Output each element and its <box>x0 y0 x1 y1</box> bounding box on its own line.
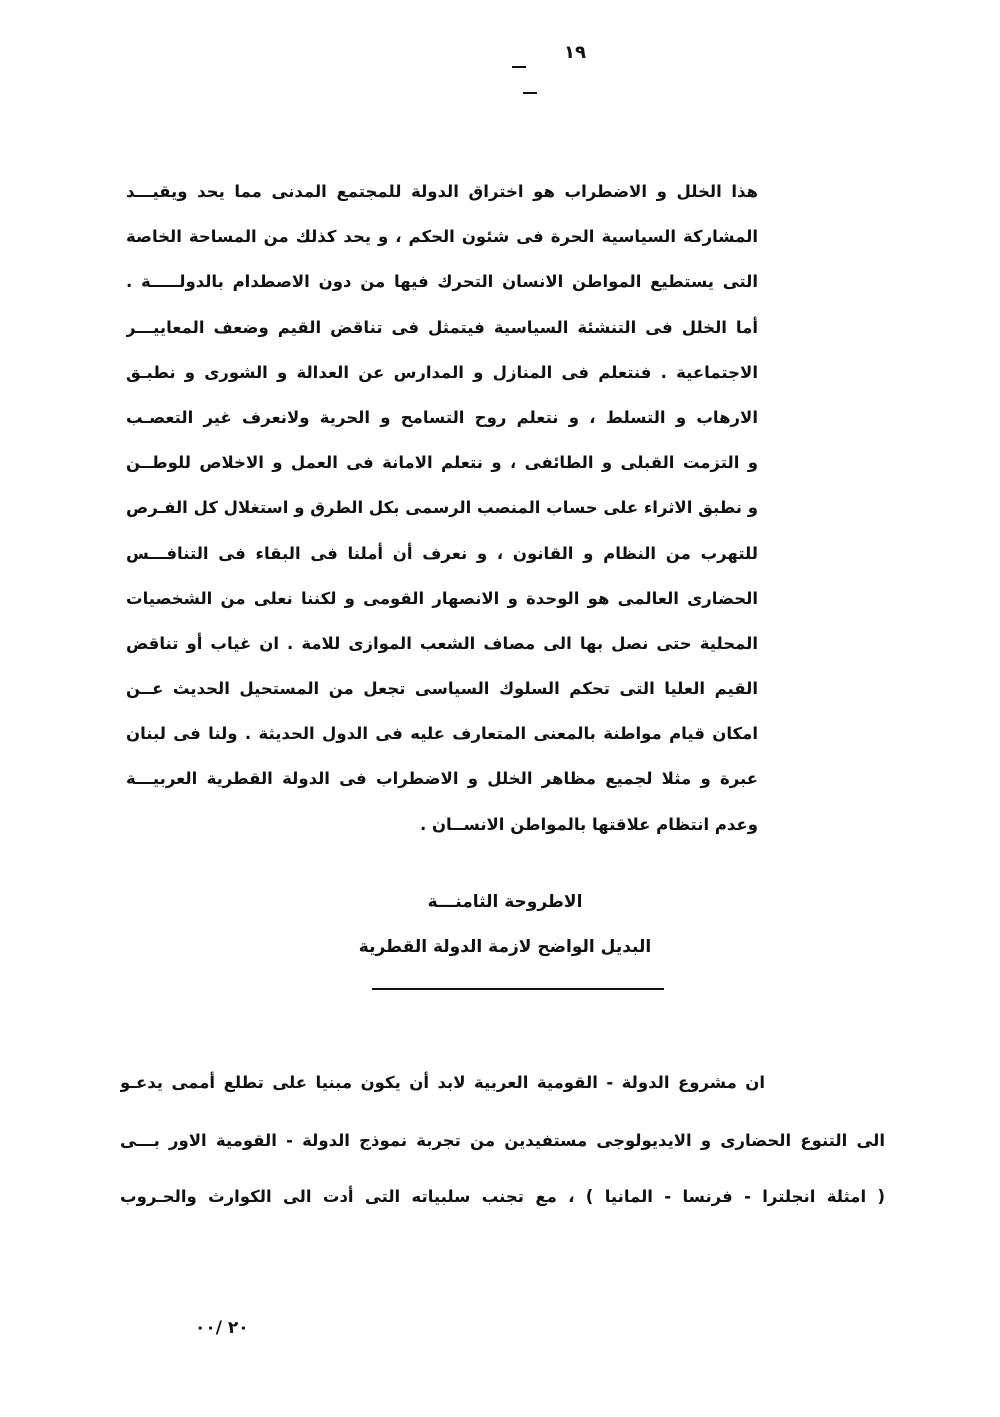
page-number-dash-right <box>523 92 537 94</box>
paragraph-line: الاجتماعية . فنتعلم فى المنازل و المدارس عن العدالة و الشورى و نطبـق <box>126 362 758 382</box>
paragraph-line: امكان قيام مواطنة بالمعنى المتعارف عليه فى الدول الحديثة . ولنا فى لبنان <box>126 724 758 744</box>
title-underline-divider <box>372 988 664 990</box>
paragraph-line: للتهرب من النظام و القانون ، و نعرف أن أملنا فى البقاء فى التنافـــس <box>126 543 758 563</box>
paragraph-line: الحضارى العالمى هو الوحدة و الانصهار القومى و لكننا نعلى من الشخصيات <box>126 588 758 608</box>
footer-reference: ٢٠ /٠٠ <box>195 1318 249 1338</box>
paragraph-line: المحلية حتى نصل بها الى مصاف الشعب الموازى للامة . ان غياب أو تناقض <box>126 633 758 653</box>
paragraph-line: و نطبق الاثراء على حساب المنصب الرسمى بكل الطرق و استغلال كل الفـرص <box>126 498 758 518</box>
paragraph-line: القيم العليا التى تحكم السلوك السياسى تجعل من المستحيل الحديث عــن <box>126 679 758 699</box>
paragraph-line: هذا الخلل و الاضطراب هو اختراق الدولة للمجتمع المدنى مما يحد ويقيـــد <box>126 182 758 201</box>
section-paragraph-line: ان مشروع الدولة - القومية العربية لابد أن يكون مبنيا على تطلع أممى يدعـو <box>120 1073 765 1092</box>
section-title: الاطروحة الثامنـــة <box>427 892 583 912</box>
page-number-dash-left <box>512 66 526 68</box>
main-paragraph <box>126 172 758 850</box>
paragraph-line: التى يستطيع المواطن الانسان التحرك فيها من دون الاصطدام بالدولـــــة . <box>126 272 758 292</box>
paragraph-line: عبرة و مثلا لجميع مظاهر الخلل و الاضطراب فى الدولة القطرية العربيـــة <box>126 769 758 789</box>
paragraph-line: أما الخلل فى التنشئة السياسية فيتمثل فى تناقض القيم وضعف المعاييـــر <box>126 317 758 337</box>
page-number-value: ١٩ <box>564 42 586 63</box>
section-paragraph-line: الى التنوع الحضارى و الايديولوجى مستفيدين من تجربة نموذج الدولة - القومية الاور بـــى <box>120 1131 885 1150</box>
paragraph-line: المشاركة السياسية الحرة فى شئون الحكم ، و يحد كذلك من المساحة الخاصة <box>126 227 758 247</box>
paragraph-line: و التزمت القبلى و الطائفى ، و نتعلم الامانة فى العمل و الاخلاص للوطــن <box>126 453 758 473</box>
section-paragraph-line: ( امثلة انجلترا - فرنسا - المانيا ) ، مع تجنب سلبياته التى أدت الى الكوارث والحـروب <box>120 1187 885 1206</box>
paragraph-line: وعدم انتظام علاقتها بالمواطن الانســان . <box>419 814 758 834</box>
section-subtitle: البديل الواضح لازمة الدولة القطرية <box>358 937 652 957</box>
paragraph-line: الارهاب و التسلط ، و نتعلم روح التسامح و الحرية ولانعرف غير التعصـب <box>126 407 758 427</box>
page-number <box>450 42 610 94</box>
section-paragraph <box>120 1063 885 1217</box>
